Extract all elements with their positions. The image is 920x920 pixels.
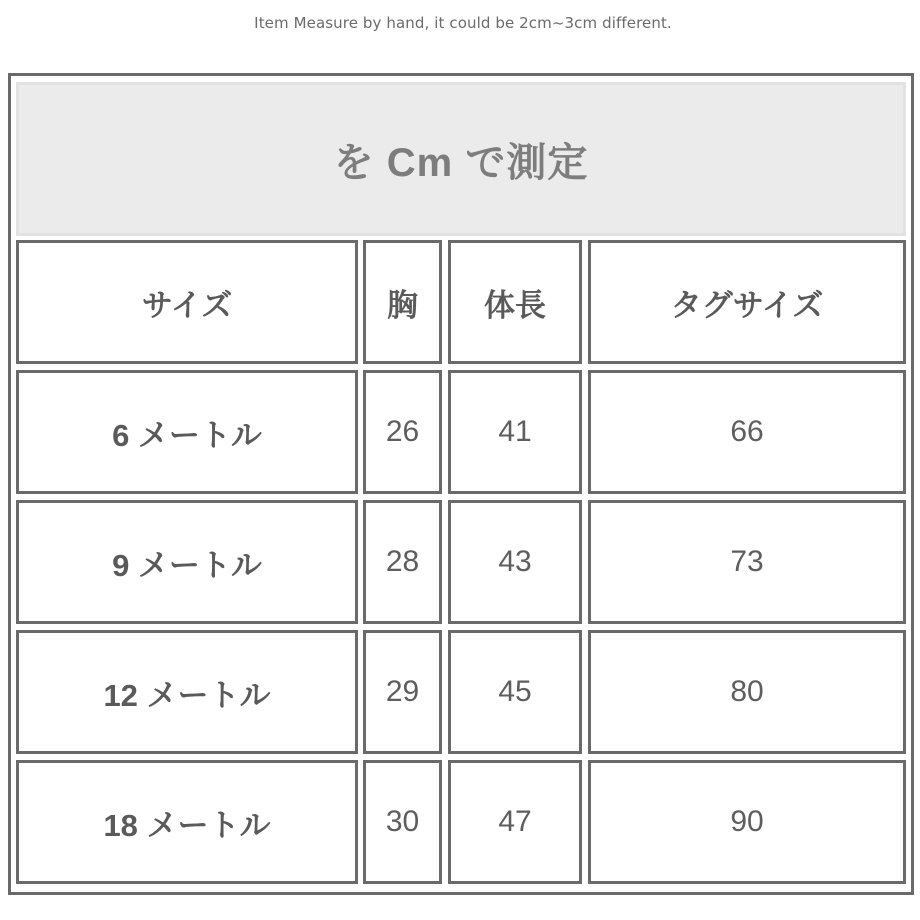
header-size: サイズ <box>16 240 358 364</box>
size-chart-title: を Cm で測定 <box>16 82 906 236</box>
row-body-length: 43 <box>448 500 582 624</box>
header-tag-size: タグサイズ <box>588 240 906 364</box>
row-body-length: 41 <box>448 370 582 494</box>
row-tag-size: 66 <box>588 370 906 494</box>
row-chest: 29 <box>363 630 442 754</box>
header-body-length: 体長 <box>448 240 582 364</box>
row-size: 9 メートル <box>16 500 358 624</box>
row-tag-size: 80 <box>588 630 906 754</box>
row-chest: 30 <box>363 760 442 884</box>
row-size: 6 メートル <box>16 370 358 494</box>
row-tag-size: 73 <box>588 500 906 624</box>
row-tag-size: 90 <box>588 760 906 884</box>
row-chest: 28 <box>363 500 442 624</box>
row-body-length: 47 <box>448 760 582 884</box>
row-body-length: 45 <box>448 630 582 754</box>
measure-note: Item Measure by hand, it could be 2cm~3cm different. <box>254 14 672 32</box>
row-chest: 26 <box>363 370 442 494</box>
row-size: 12 メートル <box>16 630 358 754</box>
header-chest: 胸 <box>363 240 442 364</box>
row-size: 18 メートル <box>16 760 358 884</box>
